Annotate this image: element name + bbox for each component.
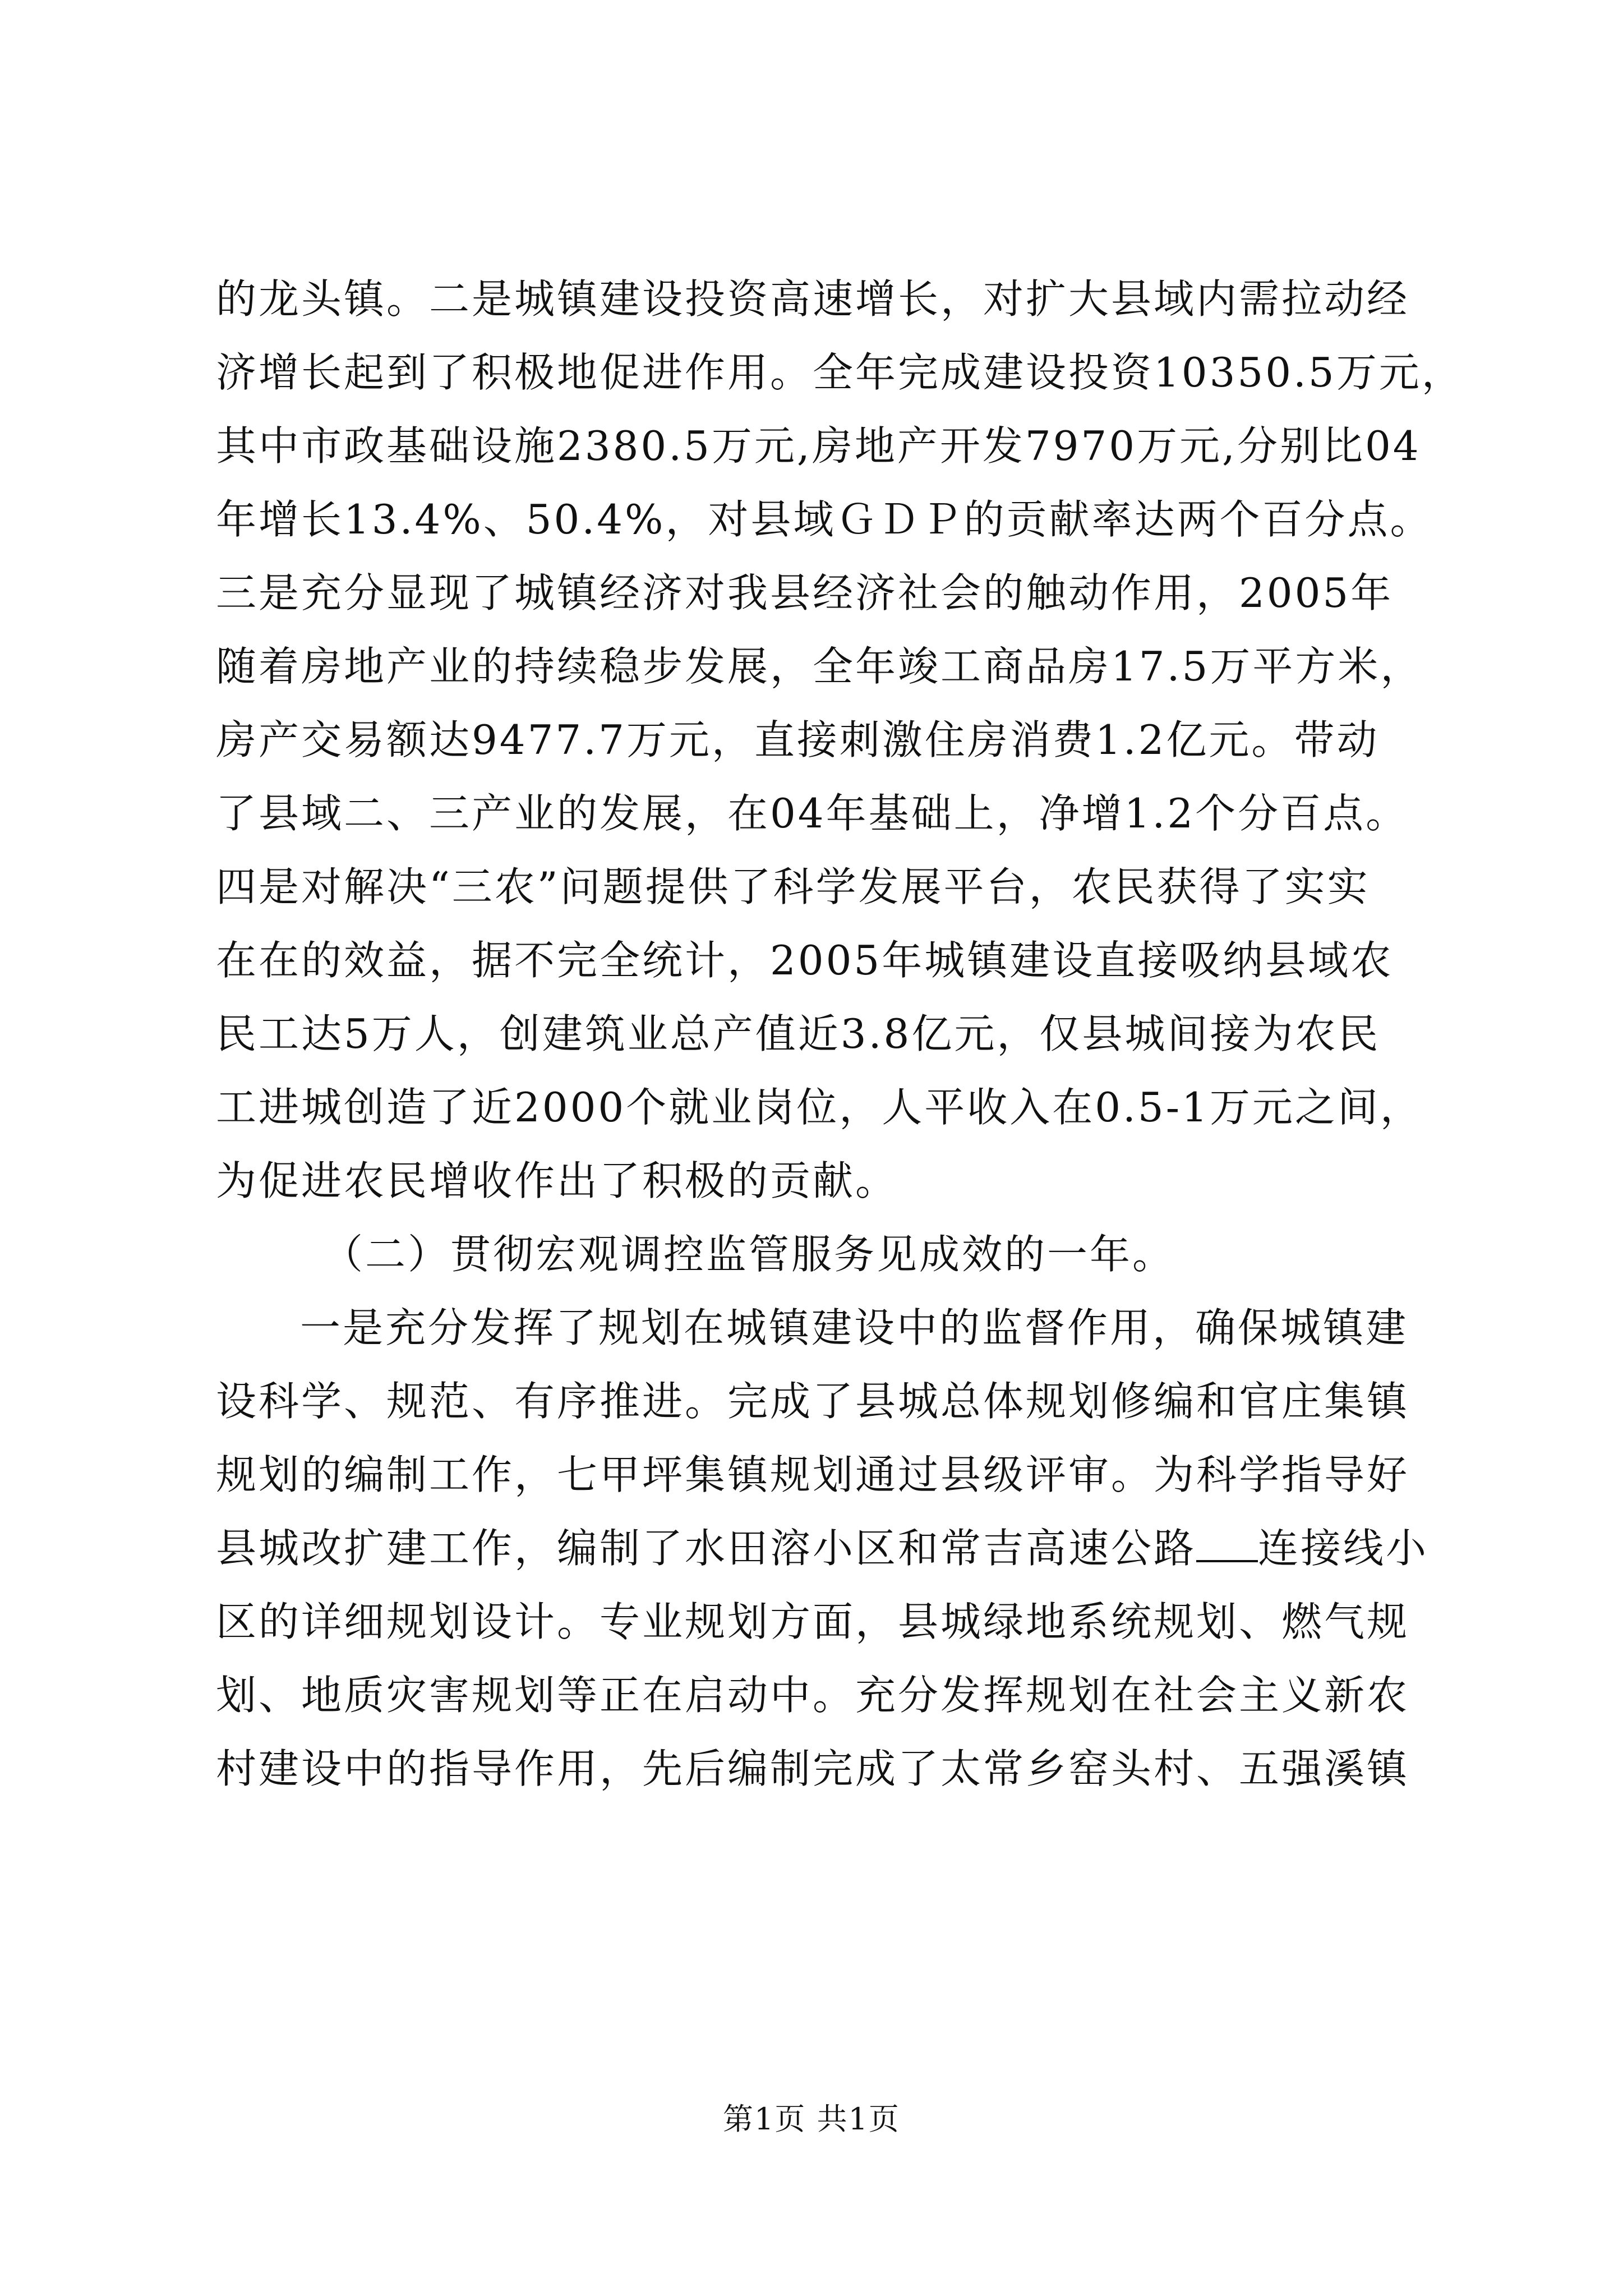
text-line: 规划的编制工作，七甲坪集镇规划通过县级评审。为科学指导好: [216, 1451, 1410, 1498]
text-line: 房产交易额达9477.7万元，直接刺激住房消费1.2亿元。带动: [216, 716, 1380, 763]
text-line: 民工达5万人，创建筑业总产值近3.8亿元，仅县城间接为农民: [216, 1010, 1381, 1057]
text-line: 年增长13.4%、50.4%，对县域ＧＤＰ的贡献率达两个百分点。: [216, 496, 1433, 543]
text-line: 工进城创造了近2000个就业岗位，人平收入在0.5-1万元之间，: [216, 1084, 1423, 1131]
text-line: 的龙头镇。二是城镇建设投资高速增长，对扩大县域内需拉动经: [216, 275, 1410, 323]
text-line: 在在的效益，据不完全统计，2005年城镇建设直接吸纳县域农: [216, 937, 1394, 984]
section-heading: （二）贯彻宏观调控监管服务见成效的一年。: [322, 1231, 1175, 1278]
document-body: [216, 263, 1464, 1806]
text-line: 村建设中的指导作用，先后编制完成了太常乡窑头村、五强溪镇: [216, 1745, 1410, 1792]
text-line: 随着房地产业的持续稳步发展，全年竣工商品房17.5万平方米，: [216, 643, 1423, 690]
text-line: 济增长起到了积极地促进作用。全年完成建设投资10350.5万元，: [216, 349, 1464, 396]
text-line: 其中市政基础设施2380.5万元,房地产开发7970万元,分别比04: [216, 422, 1421, 470]
text-line: 一是充分发挥了规划在城镇建设中的监督作用，确保城镇建: [300, 1304, 1409, 1351]
page-footer: 第1页 共1页: [723, 2101, 900, 2137]
text-line: 三是充分显现了城镇经济对我县经济社会的触动作用，2005年: [216, 569, 1394, 616]
text-line: 四是对解决“三农”问题提供了科学发展平台，农民获得了实实: [216, 863, 1370, 910]
text-line: 设科学、规范、有序推进。完成了县城总体规划修编和官庄集镇: [216, 1378, 1410, 1425]
text-segment: 连接线小: [1258, 1525, 1429, 1572]
text-line: 划、地质灾害规划等正在启动中。充分发挥规划在社会主义新农: [216, 1672, 1410, 1719]
text-line: 区的详细规划设计。专业规划方面，县城绿地系统规划、燃气规: [216, 1598, 1410, 1645]
blank-underline: [1196, 1526, 1258, 1562]
text-line: 了县域二、三产业的发展，在04年基础上，净增1.2个分百点。: [216, 790, 1409, 837]
text-segment: 县城改扩建工作，编制了水田溶小区和常吉高速公路: [216, 1525, 1197, 1572]
text-line: [216, 1512, 1429, 1585]
text-line: 为促进农民增收作出了积极的贡献。: [216, 1157, 898, 1204]
